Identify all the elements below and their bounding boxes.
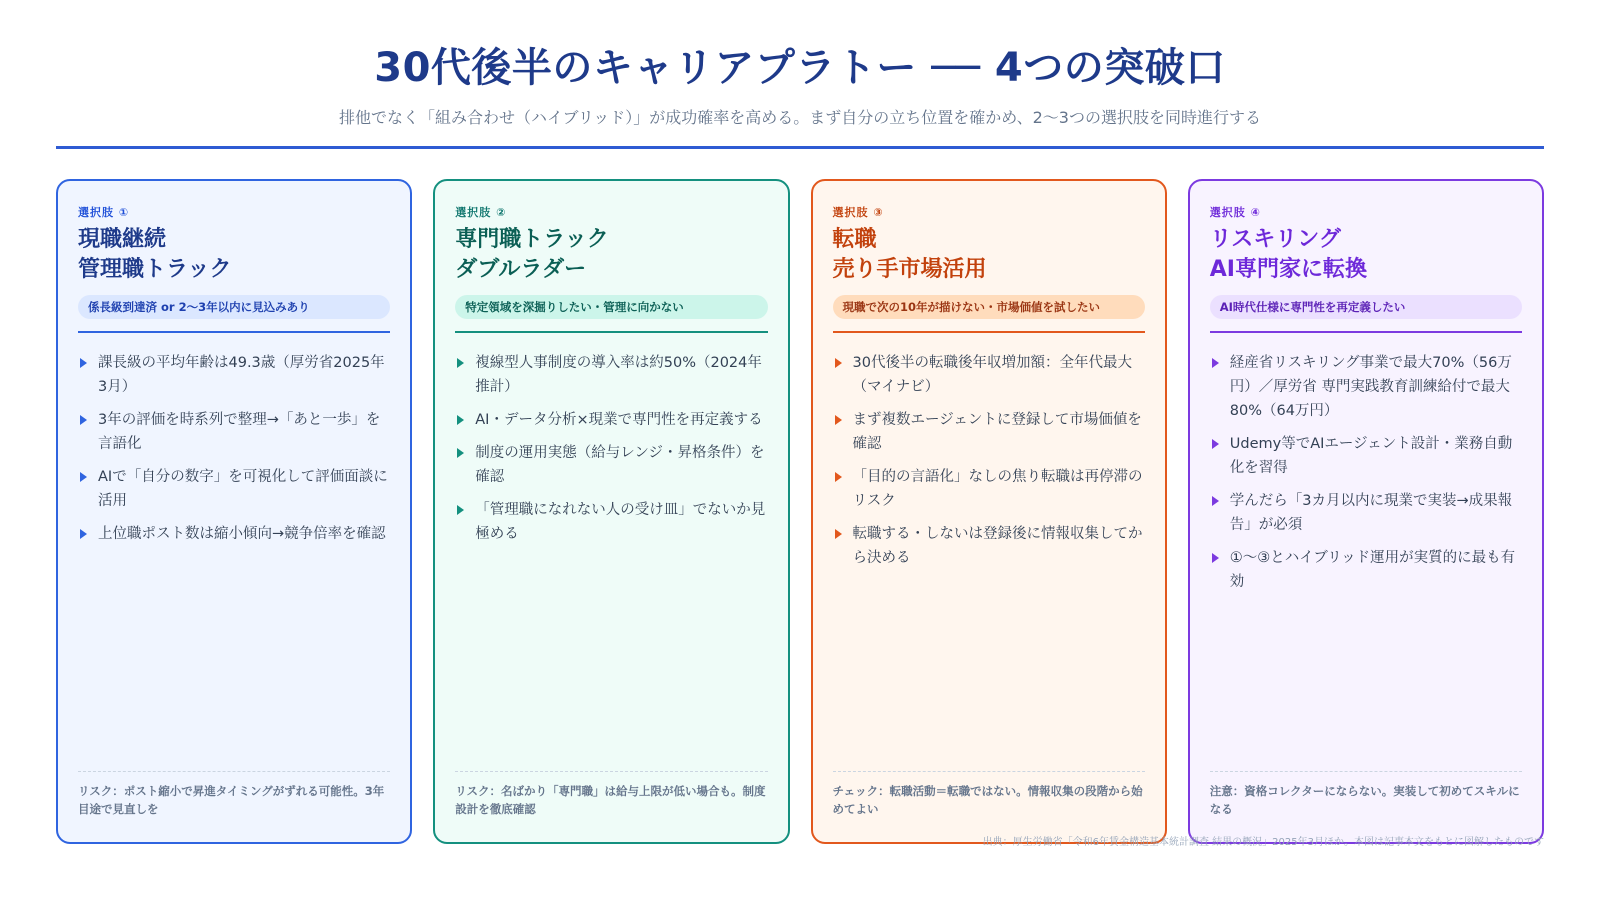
triangle-bullet-icon (835, 529, 842, 539)
card-item-list (78, 351, 390, 546)
triangle-bullet-icon (457, 448, 464, 458)
list-item (1210, 351, 1522, 423)
card-note: 注意：資格コレクターにならない。実装して初めてスキルになる (1210, 771, 1522, 818)
card-title (78, 225, 390, 285)
triangle-bullet-icon (835, 415, 842, 425)
condition-pill: 係長級到達済 or 2〜3年以内に見込みあり (78, 295, 390, 319)
list-item (455, 408, 767, 432)
triangle-bullet-icon (80, 415, 87, 425)
list-item-text: Udemy等でAIエージェント設計・業務自動化を習得 (1229, 436, 1513, 476)
triangle-bullet-icon (1212, 553, 1219, 563)
card-kicker: 選択肢 ② (455, 206, 507, 219)
card-title-line1: 専門職トラック (455, 227, 609, 252)
card-divider (833, 331, 1145, 333)
option-card-3 (811, 179, 1167, 844)
list-item-text: 複線型人事制度の導入率は約50%（2024年推計） (475, 355, 762, 395)
card-title-line1: 転職 (832, 227, 877, 252)
triangle-bullet-icon (80, 472, 87, 482)
page-subtitle: 排他でなく「組み合わせ（ハイブリッド）」が成功確率を高める。まず自分の立ち位置を確かめ、2〜3つの選択肢を同時進行する (339, 108, 1261, 127)
list-item (78, 522, 390, 546)
list-item-text: 経産省リスキリング事業で最大70%（56万円）／厚労省 専門実践教育訓練給付で最大80%（64万円） (1229, 355, 1512, 419)
card-note: リスク：名ばかり「専門職」は給与上限が低い場合も。制度設計を徹底確認 (455, 771, 767, 818)
card-item-list (455, 351, 767, 546)
list-item (78, 408, 390, 456)
list-item (455, 351, 767, 399)
card-title-line2: 管理職トラック (78, 257, 232, 282)
triangle-bullet-icon (835, 358, 842, 368)
card-title-line2: 売り手市場活用 (832, 257, 987, 282)
option-card-4 (1188, 179, 1544, 844)
list-item-text: 転職する・しないは登録後に情報収集してから決める (852, 526, 1143, 566)
card-divider (78, 331, 390, 333)
list-item (455, 498, 767, 546)
list-item (833, 465, 1145, 513)
header-divider (56, 146, 1544, 149)
card-title-line1: 現職継続 (78, 227, 167, 252)
option-card-2 (433, 179, 789, 844)
list-item-text: 30代後半の転職後年収増加額：全年代最大（マイナビ） (852, 355, 1132, 395)
list-item-text: AIで「自分の数字」を可視化して評価面談に活用 (98, 469, 388, 509)
list-item-text: 上位職ポスト数は縮小傾向→競争倍率を確認 (98, 526, 386, 542)
card-title-line1: リスキリング (1209, 227, 1341, 252)
triangle-bullet-icon (80, 529, 87, 539)
option-card-1 (56, 179, 412, 844)
list-item-text: 「目的の言語化」なしの焦り転職は再停滞のリスク (852, 469, 1143, 509)
list-item-text: AI・データ分析×現業で専門性を再定義する (475, 412, 763, 428)
triangle-bullet-icon (1212, 358, 1219, 368)
option-cards (56, 179, 1544, 844)
list-item (833, 351, 1145, 399)
triangle-bullet-icon (1212, 439, 1219, 449)
card-item-list (1210, 351, 1522, 594)
card-title (1210, 225, 1522, 285)
list-item (78, 351, 390, 399)
triangle-bullet-icon (457, 505, 464, 515)
card-title-line2: ダブルラダー (455, 257, 587, 282)
list-item (78, 465, 390, 513)
triangle-bullet-icon (457, 358, 464, 368)
card-kicker: 選択肢 ③ (832, 206, 884, 219)
source-note: 出典：厚生労働省「令和6年賃金構造基本統計調査 結果の概況」2025年3月ほか。本図は記事本文をもとに図解したものです (982, 837, 1544, 848)
page-title: 30代後半のキャリアプラトー ── 4つの突破口 (374, 45, 1226, 91)
list-item (1210, 489, 1522, 537)
list-item-text: まず複数エージェントに登録して市場価値を確認 (852, 412, 1142, 452)
card-title-line2: AI専門家に転換 (1209, 257, 1367, 282)
card-note: チェック：転職活動＝転職ではない。情報収集の段階から始めてよい (833, 771, 1145, 818)
triangle-bullet-icon (1212, 496, 1219, 506)
list-item-text: 学んだら「3カ月以内に現業で実装→成果報告」が必須 (1229, 493, 1513, 533)
list-item (455, 441, 767, 489)
list-item (1210, 546, 1522, 594)
card-title (833, 225, 1145, 285)
card-kicker: 選択肢 ④ (1209, 206, 1261, 219)
card-divider (455, 331, 767, 333)
list-item (833, 408, 1145, 456)
card-title (455, 225, 767, 285)
list-item-text: 制度の運用実態（給与レンジ・昇格条件）を確認 (475, 445, 765, 485)
condition-pill: 現職で次の10年が描けない・市場価値を試したい (833, 295, 1145, 319)
triangle-bullet-icon (80, 358, 87, 368)
card-divider (1210, 331, 1522, 333)
list-item-text: 「管理職になれない人の受け皿」でないか見極める (475, 502, 766, 542)
header (0, 38, 1600, 130)
card-kicker: 選択肢 ① (78, 206, 130, 219)
condition-pill: 特定領域を深掘りしたい・管理に向かない (455, 295, 767, 319)
list-item-text: ①〜③とハイブリッド運用が実質的に最も有効 (1229, 550, 1516, 590)
list-item (1210, 432, 1522, 480)
triangle-bullet-icon (835, 472, 842, 482)
condition-pill: AI時代仕様に専門性を再定義したい (1210, 295, 1522, 319)
list-item-text: 3年の評価を時系列で整理→「あと一歩」を言語化 (98, 412, 381, 452)
card-item-list (833, 351, 1145, 570)
card-note: リスク：ポスト縮小で昇進タイミングがずれる可能性。3年目途で見直しを (78, 771, 390, 818)
list-item (833, 522, 1145, 570)
triangle-bullet-icon (457, 415, 464, 425)
list-item-text: 課長級の平均年齢は49.3歳（厚労省2025年3月） (98, 355, 385, 395)
